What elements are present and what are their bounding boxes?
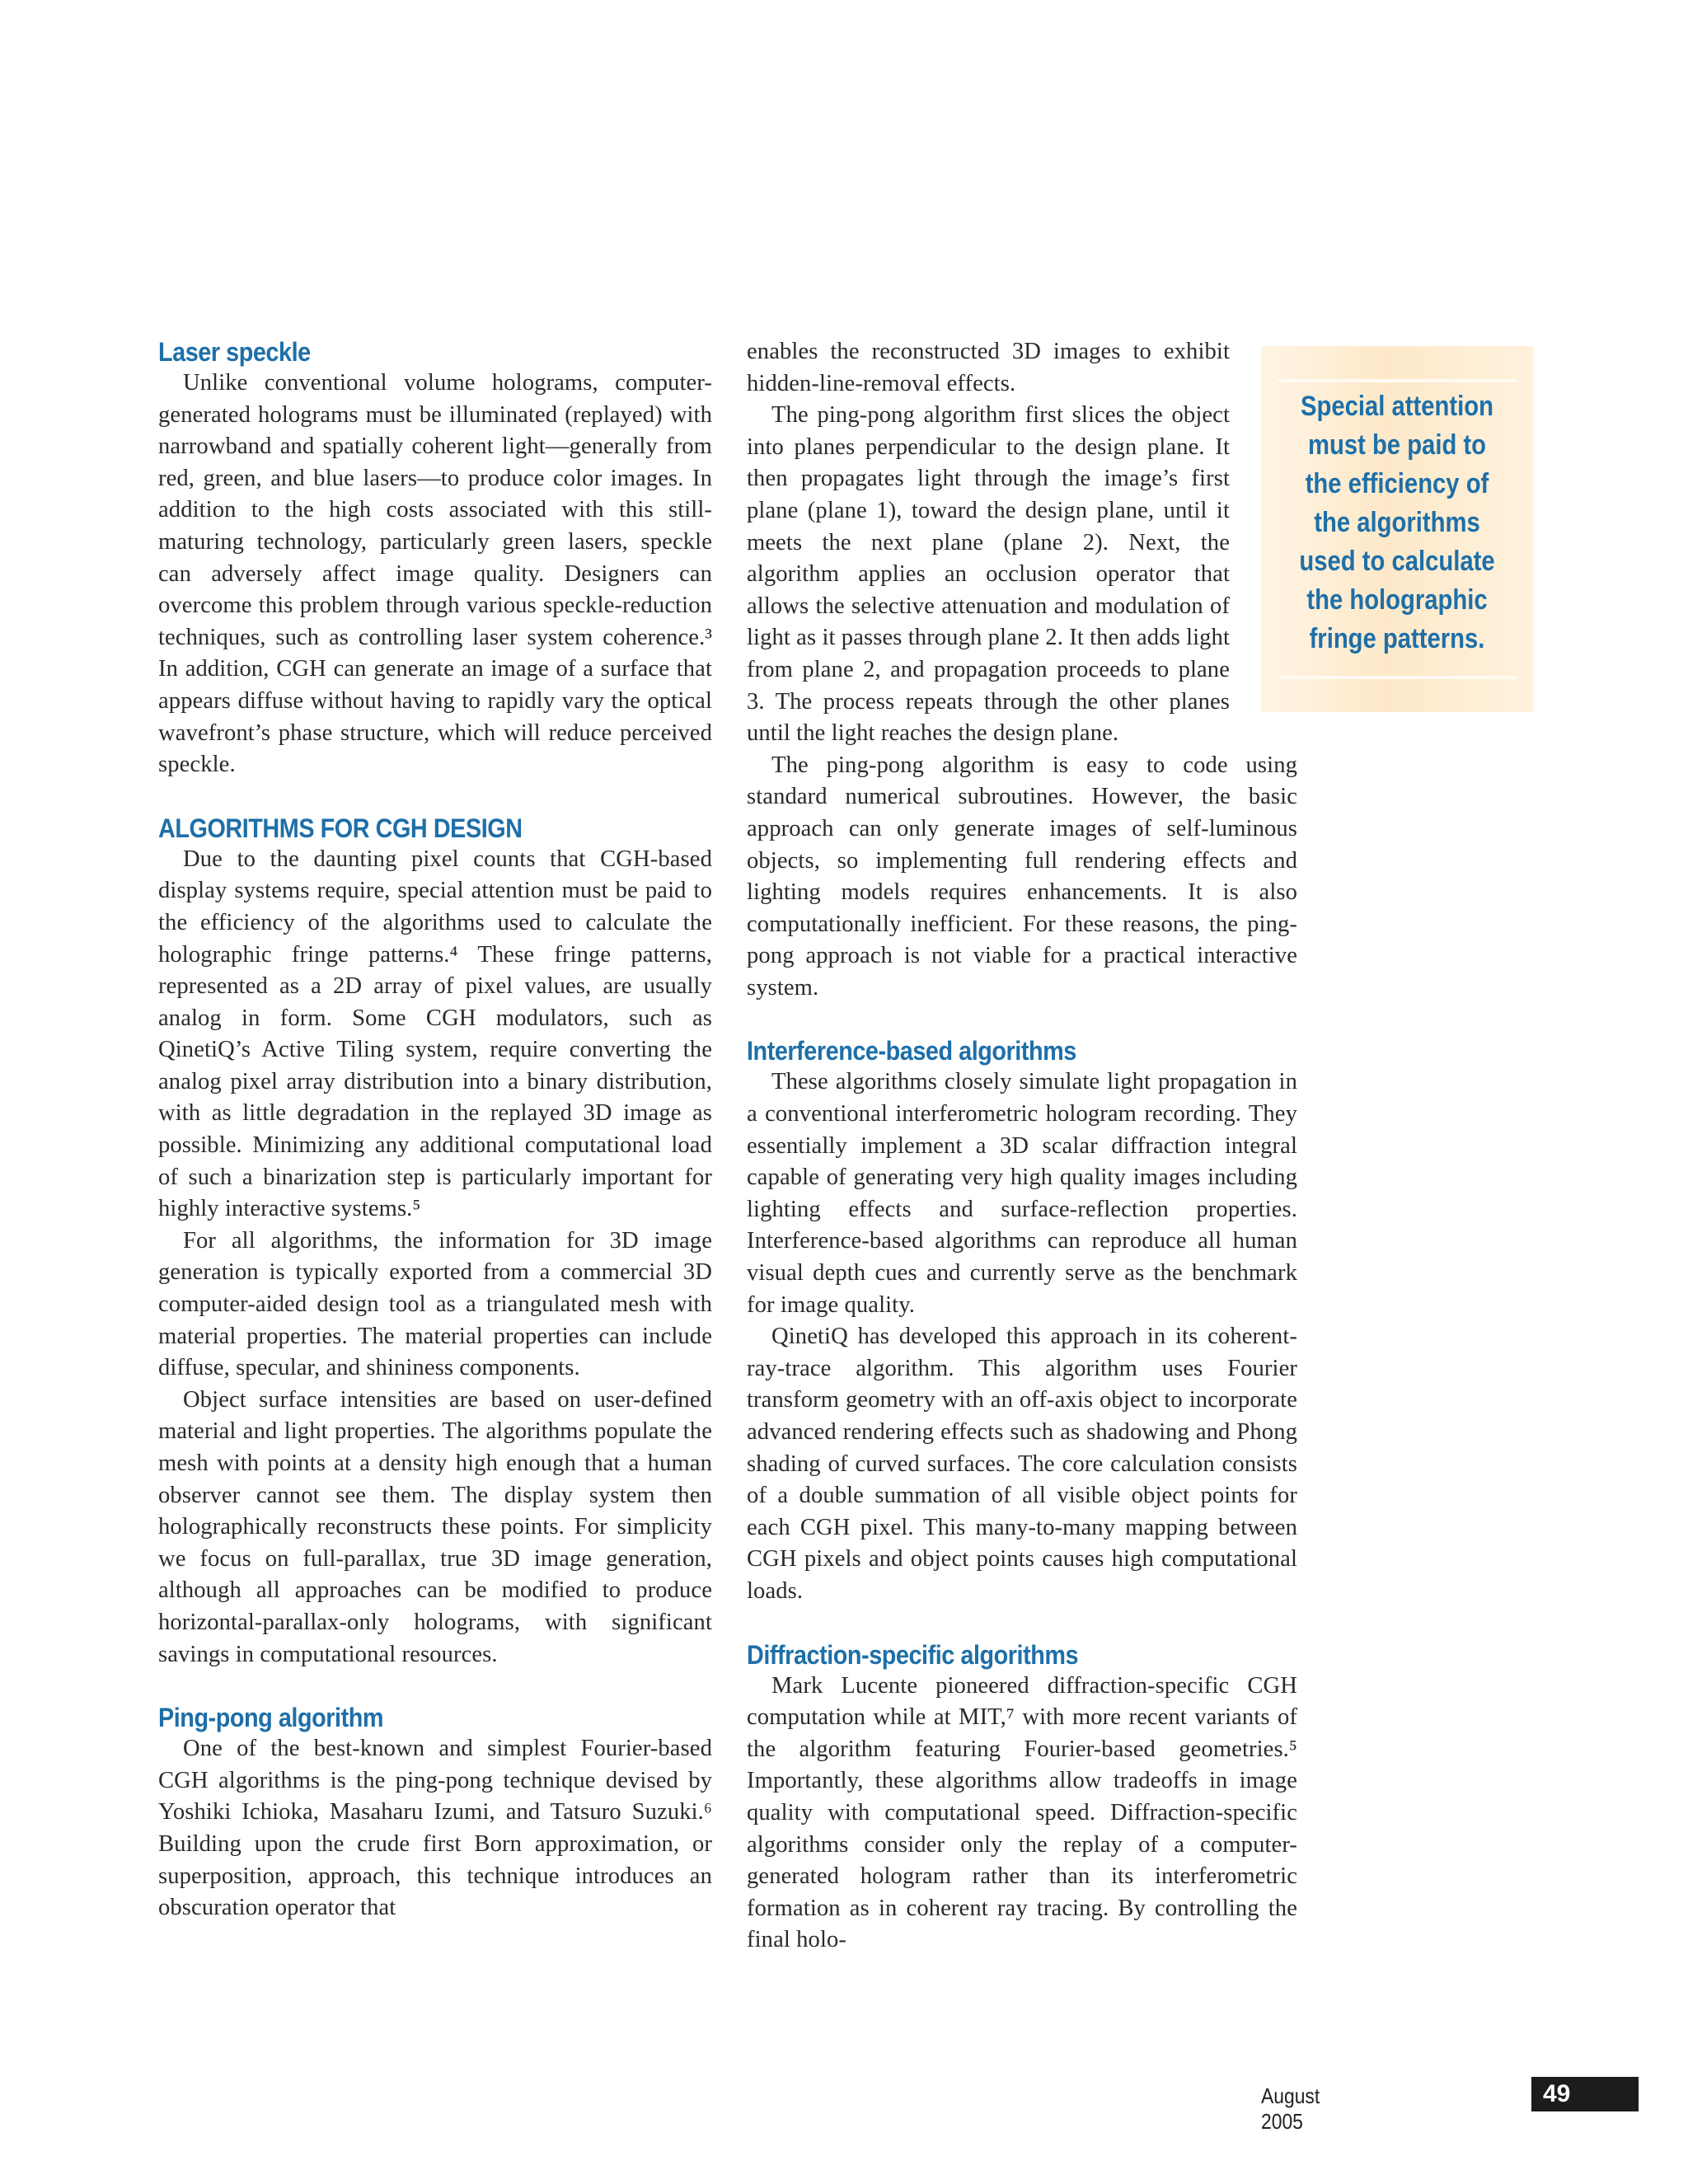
page-number: 49 — [1543, 2080, 1571, 2107]
paragraph: enables the reconstructed 3D images to exhibit hidden-line-removal effects. — [747, 339, 1230, 396]
section-heading-ping-pong: Ping-pong algorithm — [158, 1703, 384, 1733]
paragraph: For all algorithms, the information for 3D image generation is typically exported from a commercial 3D computer-aided design tool as a triangulated mesh with material properties. The material properties can include diffuse, specular, and shininess components. — [158, 1227, 712, 1381]
page-number-tab — [1531, 2077, 1639, 2111]
paragraph: Unlike conventional volume holograms, computer-generated holograms must be illuminated (replayed) with narrowband and spatially coherent light—generally from red, green, and blue lasers—to produce color images. In addition to the high costs associated with this still-maturing technology, particularly green lasers, speckle can adversely affect image quality. Designers can overcome this problem through various speckle-reduction techniques, such as controlling laser system coherence.³ In addition, CGH can generate an image of a surface that appears diffuse without having to rapidly vary the optical wavefront’s phase structure, which will reduce perceived speckle. — [158, 370, 712, 778]
paragraph: One of the best-known and simplest Fourier-based CGH algorithms is the ping-pong technique devised by Yoshiki Ichioka, Masaharu Izumi, and Tatsuro Suzuki.⁶ Building upon the crude first Born approximation, or superposition, approach, this technique introduces an obscuration operator that — [158, 1736, 712, 1921]
paragraph: Due to the daunting pixel counts that CGH-based display systems require, special attention must be paid to the efficiency of the algorithms used to calculate the holographic fringe patterns.⁴ These fringe patterns, represented as a 2D array of pixel values, are usually analog in form. Some CGH modulators, such as QinetiQ’s Active Tiling system, require converting the analog pixel array distribution into a binary distribution, with as little degradation in the replayed 3D image as possible. Minimizing any additional computational load of such a binarization step is particularly important for highly interactive systems.⁵ — [158, 846, 712, 1222]
pull-quote-rule-top — [1278, 379, 1517, 382]
pull-quote-text: Special attention must be paid to the efficiency of the algorithms used to calculate the holographic fringe patterns. — [1299, 391, 1495, 654]
pull-quote-rule-bottom — [1278, 676, 1517, 679]
left-column — [158, 336, 712, 1924]
paragraph: The ping-pong algorithm is easy to code using standard numerical subroutines. However, the basic approach can only generate images of self-luminous objects, so implementing full rendering effects and lighting models requires enhancements. It is also computationally inefficient. For these reasons, the ping-pong approach is not viable for a practical interactive system. — [747, 752, 1297, 1001]
paragraph: These algorithms closely simulate light propagation in a conventional interferometric hologram recording. They essentially implement a 3D scalar diffraction integral capable of generating very high quality images including lighting effects and surface-reflection properties. Interference-based algorithms can reproduce all human visual depth cues and currently serve as the benchmark for image quality. — [747, 1069, 1297, 1318]
section-heading-algorithms: ALGORITHMS FOR CGH DESIGN — [158, 813, 523, 843]
paragraph: Object surface intensities are based on user-defined material and light properties. The algorithms populate the mesh with points at a density high enough that a human observer cannot see them. The display system then holographically reconstructs these points. For simplicity we focus on full-parallax, true 3D image generation, although all approaches can be modified to produce horizontal-parallax-only holograms, with significant savings in computational resources. — [158, 1386, 712, 1667]
issue-date: August 2005 — [1261, 2083, 1320, 2134]
pull-quote-box — [1261, 346, 1533, 712]
section-heading-interference: Interference-based algorithms — [747, 1036, 1076, 1066]
section-heading-diffraction: Diffraction-specific algorithms — [747, 1639, 1079, 1670]
right-column — [747, 336, 1297, 1957]
paragraph: Mark Lucente pioneered diffraction-specific CGH computation while at MIT,⁷ with more recent variants of the algorithm featuring Fourier-based geometries.⁵ Importantly, these algorithms allow tradeoffs in image quality with computational speed. Diffraction-specific algorithms consider only the replay of a computer-generated hologram rather than its interferometric formation as in coherent ray tracing. By controlling the final holo- — [747, 1672, 1297, 1953]
paragraph: QinetiQ has developed this approach in its coherent-ray-trace algorithm. This algorithm uses Fourier transform geometry with an off-axis object to incorporate advanced rendering effects such as shadowing and Phong shading of curved surfaces. The core calculation consists of a double summation of all visible object points for each CGH pixel. This many-to-many mapping between CGH pixels and object points causes high computational loads. — [747, 1324, 1297, 1604]
paragraph: The ping-pong algorithm first slices the object into planes perpendicular to the design plane. It then propagates light through the image’s first plane (plane 1), toward the design plane, until it meets the next plane (plane 2). Next, the algorithm applies an occlusion operator that allows the selective attenuation and modulation of light as it passes through plane 2. It then adds light from plane 2, and propagation proceeds to plane 3. The process repeats through the other planes until the light reaches the design plane. — [747, 402, 1230, 747]
section-heading-laser-speckle: Laser speckle — [158, 337, 311, 367]
